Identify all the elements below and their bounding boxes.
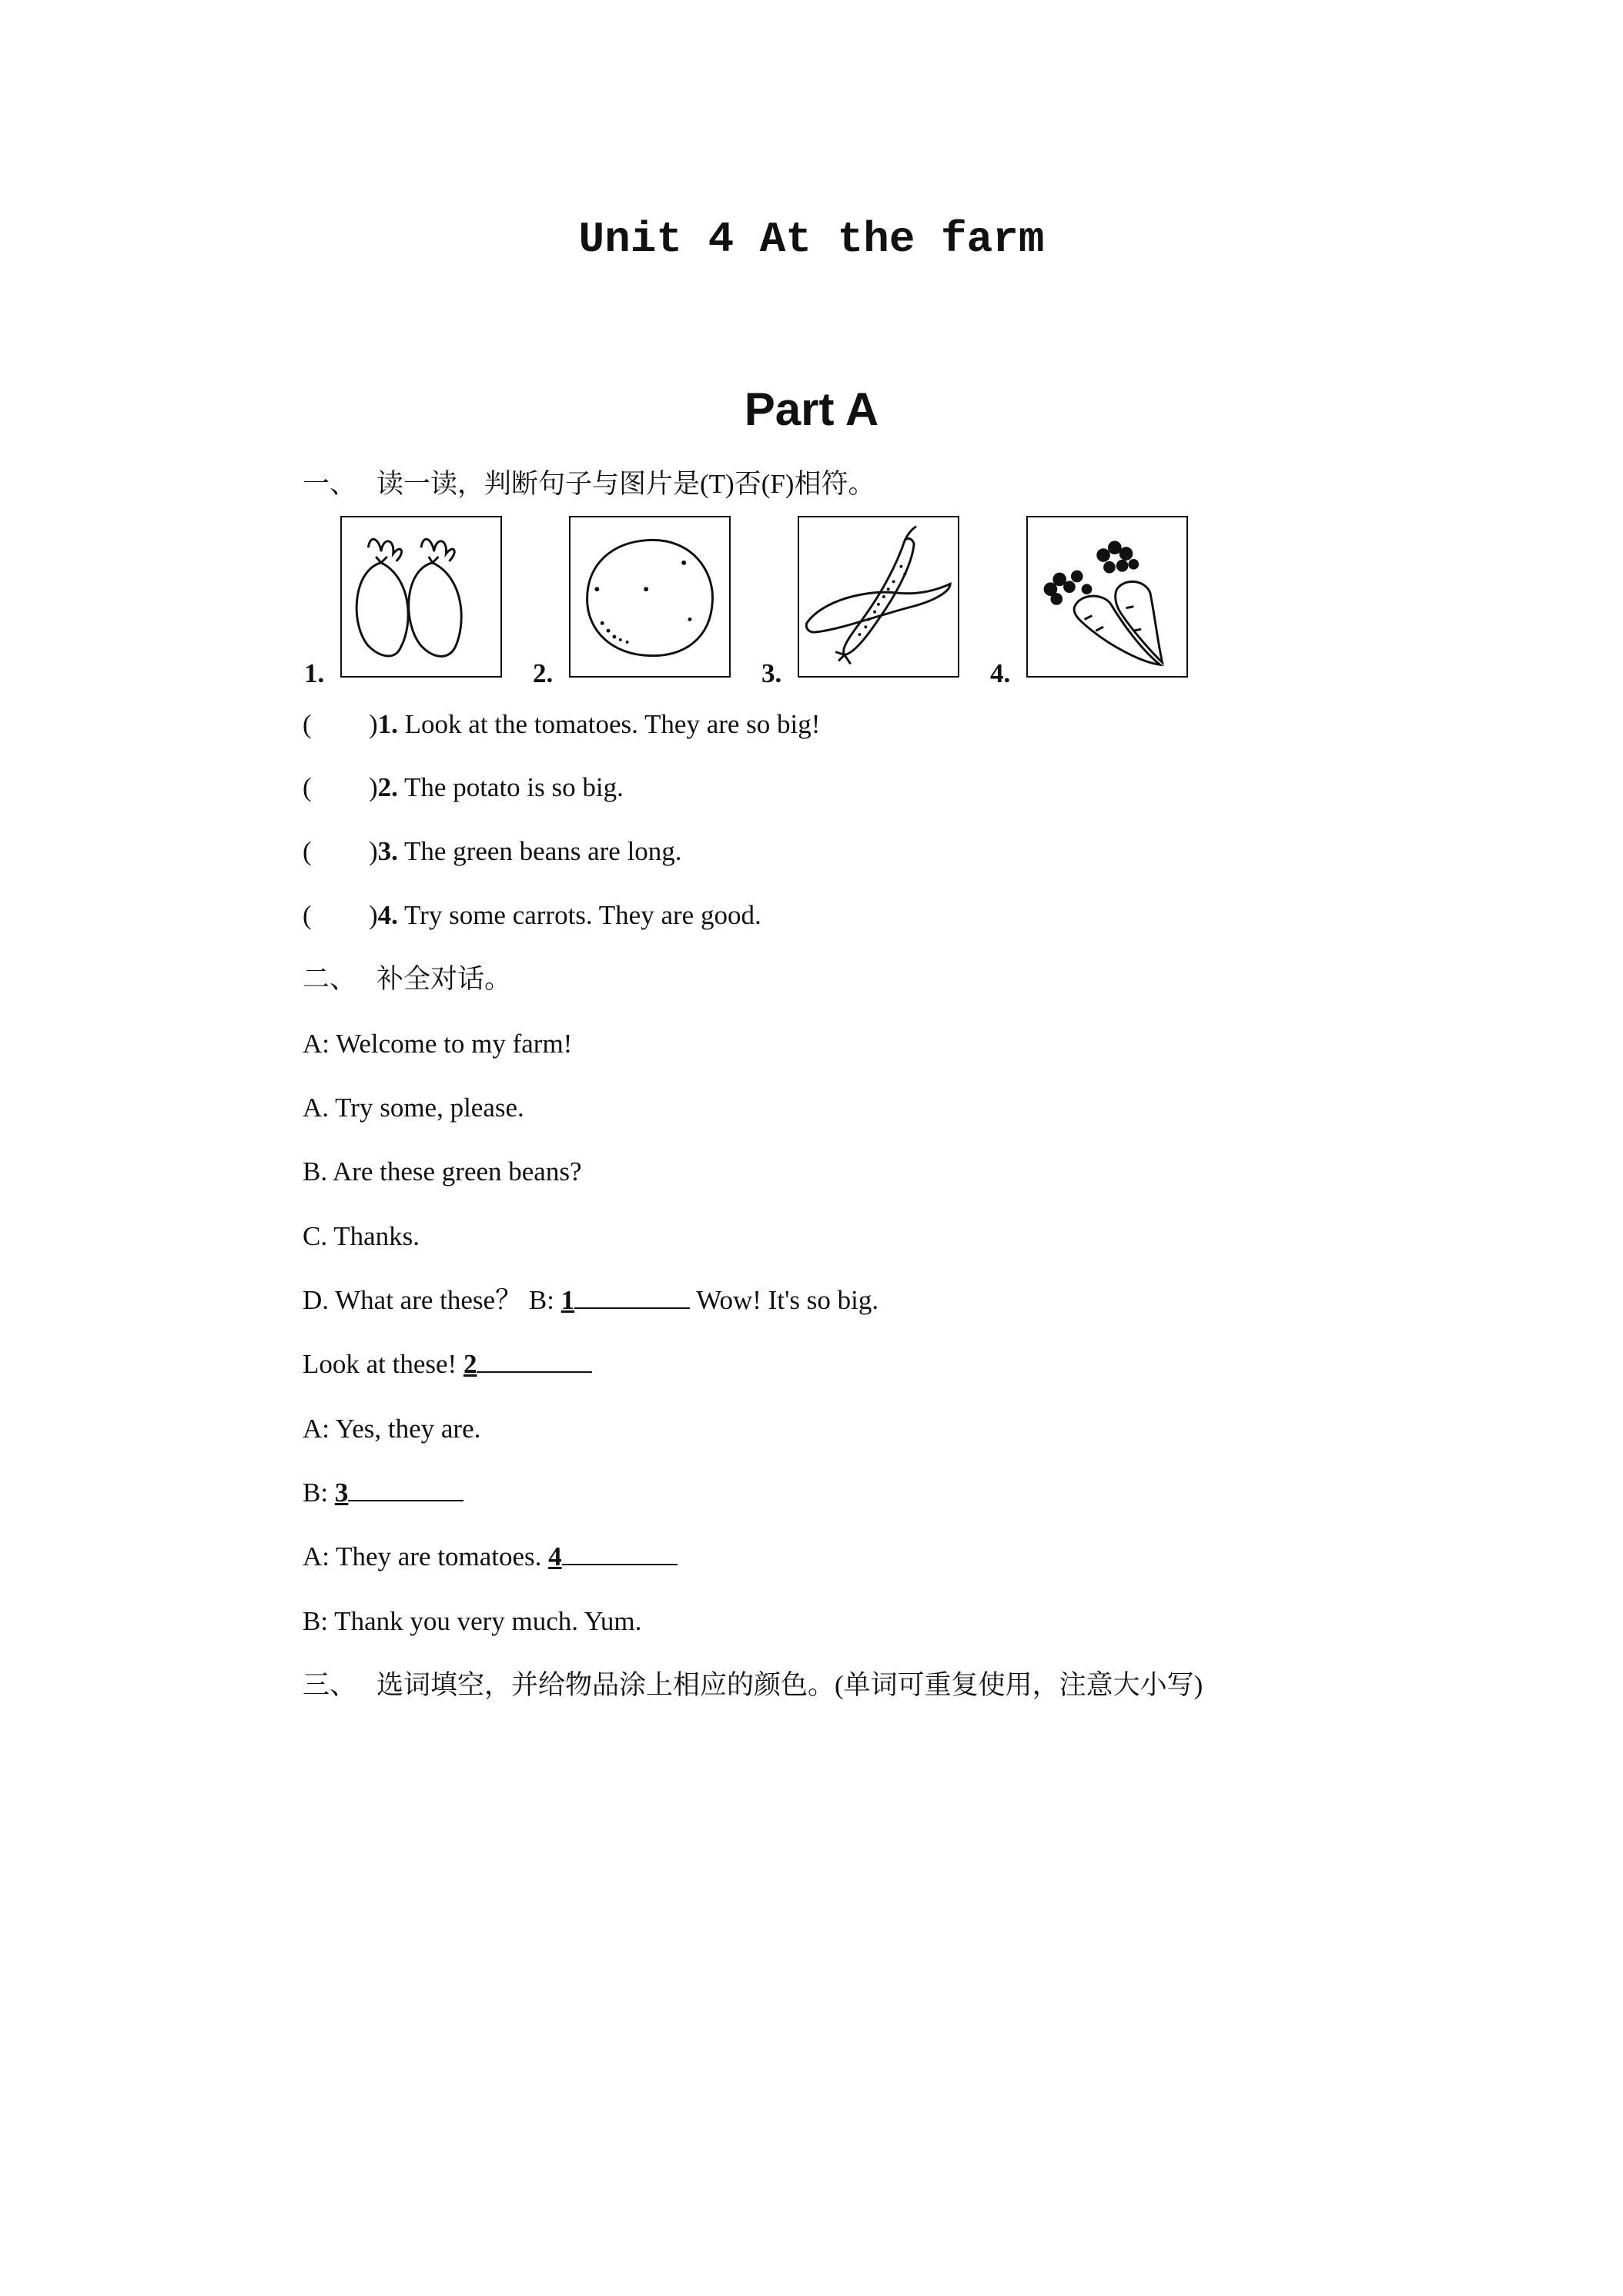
tf-item-2 xyxy=(303,770,624,805)
part-title: Part A xyxy=(744,383,879,435)
tf-item-3 xyxy=(303,834,682,869)
option-d-line xyxy=(303,1283,878,1318)
section-2-heading xyxy=(303,962,511,997)
answer-blank[interactable] xyxy=(574,1284,690,1309)
line-text: B: xyxy=(303,1478,335,1508)
item-text: The potato is so big. xyxy=(397,772,624,802)
item-text: Try some carrots. They are good. xyxy=(397,900,761,930)
line-text: D. What are these？ B: xyxy=(303,1285,561,1315)
line-text: A: They are tomatoes. xyxy=(303,1541,549,1571)
answer-blank[interactable] xyxy=(348,1477,463,1501)
line-text: Look at these! xyxy=(303,1349,463,1379)
item-number: 4. xyxy=(377,900,398,930)
section-instruction: 补全对话。 xyxy=(376,964,512,994)
item-number: 1. xyxy=(377,709,398,739)
item-number: 3. xyxy=(377,836,398,866)
section-number: 三、 xyxy=(303,1670,357,1700)
carrots-icon xyxy=(1026,516,1188,678)
item-text: The green beans are long. xyxy=(397,836,682,866)
answer-blank[interactable] xyxy=(562,1541,678,1565)
dialogue-line: A: Yes, they are. xyxy=(303,1414,481,1444)
answer-paren-open[interactable]: ( xyxy=(303,709,312,739)
picture-label-2: 2. xyxy=(533,658,554,688)
option-c: C. Thanks. xyxy=(303,1221,420,1251)
item-text: Look at the tomatoes. They are so big! xyxy=(397,709,821,739)
answer-paren-open[interactable]: ( xyxy=(303,900,312,930)
tf-item-1 xyxy=(303,707,820,742)
item-number: 2. xyxy=(377,772,398,802)
option-a: A. Try some, please. xyxy=(303,1093,524,1123)
section-instruction: 读一读，判断句子与图片是(T)否(F)相符。 xyxy=(376,469,875,499)
answer-paren-open[interactable]: ( xyxy=(303,836,312,866)
answer-paren-open[interactable]: ( xyxy=(303,772,312,802)
dialogue-line xyxy=(303,1539,678,1575)
blank-number: 3 xyxy=(334,1478,349,1508)
blank-number: 2 xyxy=(463,1349,477,1379)
tomatoes-icon xyxy=(340,516,502,678)
dialogue-line: B: Thank you very much. Yum. xyxy=(303,1606,642,1636)
section-number: 一、 xyxy=(303,469,357,499)
section-instruction: 选词填空，并给物品涂上相应的颜色。(单词可重复使用，注意大小写) xyxy=(376,1670,1203,1700)
blank-number: 1 xyxy=(561,1285,575,1315)
dialogue-line: A: Welcome to my farm! xyxy=(303,1029,573,1059)
dialogue-line xyxy=(303,1347,592,1382)
blank-number: 4 xyxy=(548,1541,562,1571)
green-beans-icon xyxy=(798,516,959,678)
picture-label-1: 1. xyxy=(304,658,325,688)
line-text: Wow! It's so big. xyxy=(690,1285,879,1315)
picture-label-3: 3. xyxy=(761,658,782,688)
tf-item-4 xyxy=(303,898,761,933)
answer-paren-close: ) xyxy=(369,709,378,739)
answer-paren-close: ) xyxy=(369,900,378,930)
answer-blank[interactable] xyxy=(477,1348,592,1373)
answer-paren-close: ) xyxy=(369,772,378,802)
option-b: B. Are these green beans? xyxy=(303,1156,582,1186)
picture-label-4: 4. xyxy=(990,658,1011,688)
section-3-heading xyxy=(303,1668,1203,1703)
page-title: Unit 4 At the farm xyxy=(578,215,1045,264)
section-1-heading xyxy=(303,467,875,502)
dialogue-line xyxy=(303,1475,463,1511)
answer-paren-close: ) xyxy=(369,836,378,866)
potato-icon xyxy=(569,516,731,678)
section-number: 二、 xyxy=(303,964,357,994)
